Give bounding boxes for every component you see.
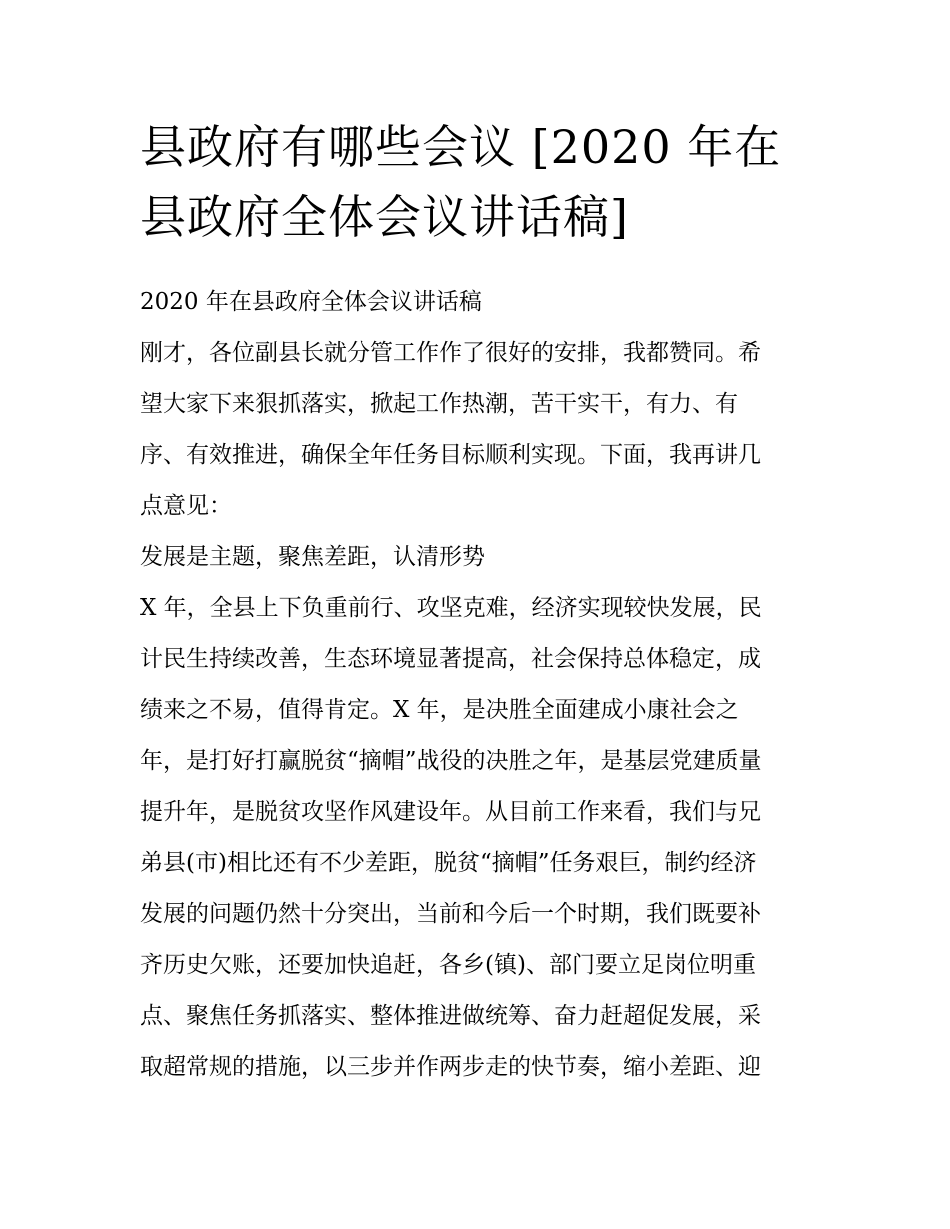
text-line: 刚才，各位副县长就分管工作作了很好的安排，我都赞同。希 bbox=[140, 340, 761, 366]
body-paragraph bbox=[140, 583, 830, 1093]
text-line: 弟县(市)相比还有不少差距，脱贫“摘帽”任务艰巨，制约经济 bbox=[140, 850, 757, 876]
text-line: 点意见： bbox=[140, 493, 232, 519]
text-line: 提升年，是脱贫攻坚作风建设年。从目前工作来看，我们与兄 bbox=[140, 799, 761, 825]
text-line: 计民生持续改善，生态环境显著提高，社会保持总体稳定，成 bbox=[140, 646, 761, 672]
text-line: 发展的问题仍然十分突出，当前和今后一个时期，我们既要补 bbox=[140, 901, 761, 927]
text-line: 齐历史欠账，还要加快追赶，各乡(镇)、部门要立足岗位明重 bbox=[140, 952, 756, 978]
title-line: 县政府全体会议讲话稿] bbox=[140, 190, 629, 244]
document-title bbox=[140, 112, 830, 252]
text-line: 点、聚焦任务抓落实、整体推进做统筹、奋力赶超促发展，采 bbox=[140, 1003, 761, 1029]
text-line: 望大家下来狠抓落实，掀起工作热潮，苦干实干，有力、有 bbox=[140, 391, 738, 417]
text-line: X 年，全县上下负重前行、攻坚克难，经济实现较快发展，民 bbox=[140, 595, 762, 621]
text-line: 绩来之不易，值得肯定。X 年，是决胜全面建成小康社会之 bbox=[140, 697, 739, 723]
text-line: 年，是打好打赢脱贫“摘帽”战役的决胜之年，是基层党建质量 bbox=[140, 748, 762, 774]
document-body bbox=[140, 277, 830, 1093]
text-line: 发展是主题，聚焦差距，认清形势 bbox=[140, 544, 485, 570]
subtitle-paragraph bbox=[140, 277, 830, 328]
text-line: 取超常规的措施，以三步并作两步走的快节奏，缩小差距、迎 bbox=[140, 1054, 761, 1080]
intro-paragraph bbox=[140, 328, 830, 532]
section-heading bbox=[140, 532, 830, 583]
text-line: 2020 年在县政府全体会议讲话稿 bbox=[140, 289, 482, 315]
title-line: 县政府有哪些会议 [2020 年在 bbox=[140, 120, 782, 174]
text-line: 序、有效推进，确保全年任务目标顺利实现。下面，我再讲几 bbox=[140, 442, 761, 468]
